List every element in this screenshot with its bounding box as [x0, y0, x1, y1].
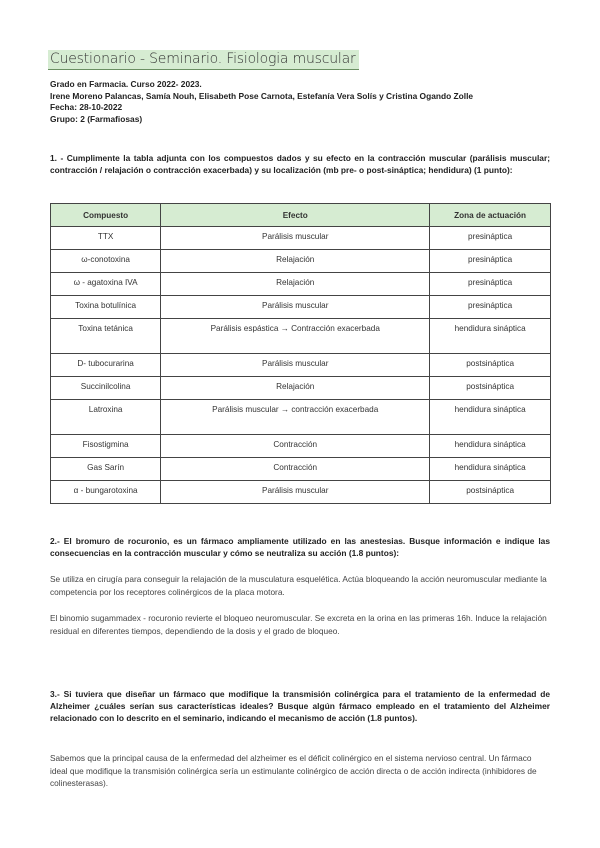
cell-compuesto: Latroxina [51, 400, 161, 435]
header-efecto: Efecto [161, 204, 430, 227]
answer-3-text-1: Sabemos que la principal causa de la enfermedad del alzheimer es el déficit colinérgico en el sistema nervioso central. Un fármaco ideal que modifique la transmisión colinérgica sería un estimulante colinérgico de acción directa o de acción indirecta (inhibidores de colinesterasas). [50, 753, 537, 788]
cell-compuesto: Fisostigmina [51, 435, 161, 458]
cell-compuesto: Toxina tetánica [51, 319, 161, 354]
cell-zona: presináptica [430, 227, 551, 250]
table-row [51, 296, 551, 319]
question-1: 1. - Cumplimente la tabla adjunta con los compuestos dados y su efecto en la contracción muscular (parálisis muscular; contracción / relajación o contracción exacerbada) y su localización (mb pre- o post-sináptica; hendidura) (1 punto): [50, 153, 550, 175]
cell-efecto: Parálisis muscular [161, 296, 430, 319]
table-row [51, 354, 551, 377]
question-2: 2.- El bromuro de rocuronio, es un fármaco ampliamente utilizado en las anestesias. Busque información e indique las consecuencias en la contracción muscular y cómo se neutraliza su acción (1.8 puntos): [50, 536, 550, 558]
cell-compuesto: TTX [51, 227, 161, 250]
compounds-table [50, 203, 551, 504]
cell-efecto: Parálisis muscular [161, 481, 430, 504]
cell-efecto: Relajación [161, 377, 430, 400]
table-row [51, 400, 551, 435]
table-row [51, 377, 551, 400]
table-row [51, 435, 551, 458]
cell-efecto: Contracción [161, 435, 430, 458]
cell-zona: postsináptica [430, 481, 551, 504]
title-wrapper [48, 50, 359, 70]
cell-compuesto: Gas Sarín [51, 458, 161, 481]
cell-efecto: Parálisis muscular → contracción exacerbada [161, 400, 430, 435]
cell-compuesto: ω-conotoxina [51, 250, 161, 273]
cell-zona: presináptica [430, 296, 551, 319]
cell-zona: hendidura sináptica [430, 400, 551, 435]
cell-efecto: Parálisis espástica → Contracción exacerbada [161, 319, 430, 354]
answer-2-text-1: Se utiliza en cirugía para conseguir la relajación de la musculatura esquelética. Actúa bloqueando la acción neuromuscular mediante la competencia por los receptores colinérgicos de la placa motora. [50, 574, 547, 597]
cell-efecto: Parálisis muscular [161, 227, 430, 250]
cell-compuesto: ω - agatoxina IVA [51, 273, 161, 296]
table-row [51, 481, 551, 504]
cell-zona: hendidura sináptica [430, 458, 551, 481]
page-title: Cuestionario - Seminario. Fisiologia muscular [48, 50, 359, 70]
cell-efecto: Relajación [161, 273, 430, 296]
group-line: Grupo: 2 (Farmafiosas) [50, 113, 143, 124]
document-meta [50, 79, 473, 125]
header-zona: Zona de actuación [430, 204, 551, 227]
table-row [51, 273, 551, 296]
answer-2-paragraph-1 [50, 573, 550, 598]
authors-line: Irene Moreno Palancas, Samía Nouh, Elisabeth Pose Carnota, Estefanía Vera Solís y Cristina Ogando Zolle [50, 90, 474, 101]
table-header-row [51, 204, 551, 227]
cell-compuesto: Succinilcolina [51, 377, 161, 400]
question-3: 3.- Si tuviera que diseñar un fármaco que modifique la transmisión colinérgica para el tratamiento de la enfermedad de Alzheimer ¿cuáles serían sus características ideales? Busque algún fármaco empleado en el tratamiento del Alzheimer relacionado con lo descrito en el seminario, indicando el mecanismo de acción (1.8 puntos). [50, 689, 550, 723]
date-line: Fecha: 28-10-2022 [50, 102, 123, 112]
table-row [51, 458, 551, 481]
cell-zona: presináptica [430, 250, 551, 273]
table-row [51, 250, 551, 273]
cell-compuesto: Toxina botulínica [51, 296, 161, 319]
header-compuesto: Compuesto [51, 204, 161, 227]
cell-compuesto: D- tubocurarina [51, 354, 161, 377]
cell-zona: hendidura sináptica [430, 435, 551, 458]
table-row [51, 227, 551, 250]
course-line: Grado en Farmacia. Curso 2022- 2023. [50, 79, 202, 89]
cell-zona: postsináptica [430, 377, 551, 400]
answer-2-paragraph-2 [50, 612, 550, 637]
cell-zona: presináptica [430, 273, 551, 296]
answer-3-paragraph-1 [50, 752, 550, 790]
cell-efecto: Relajación [161, 250, 430, 273]
table-row [51, 319, 551, 354]
cell-efecto: Contracción [161, 458, 430, 481]
cell-zona: hendidura sináptica [430, 319, 551, 354]
cell-compuesto: α - bungarotoxina [51, 481, 161, 504]
cell-zona: postsináptica [430, 354, 551, 377]
answer-2-text-2: El binomio sugammadex - rocuronio revierte el bloqueo neuromuscular. Se excreta en la orina en las primeras 16h. Induce la relajación residual en diferentes tiempos, dependiendo de la dosis y el grado de bloqueo. [50, 613, 547, 636]
cell-efecto: Parálisis muscular [161, 354, 430, 377]
